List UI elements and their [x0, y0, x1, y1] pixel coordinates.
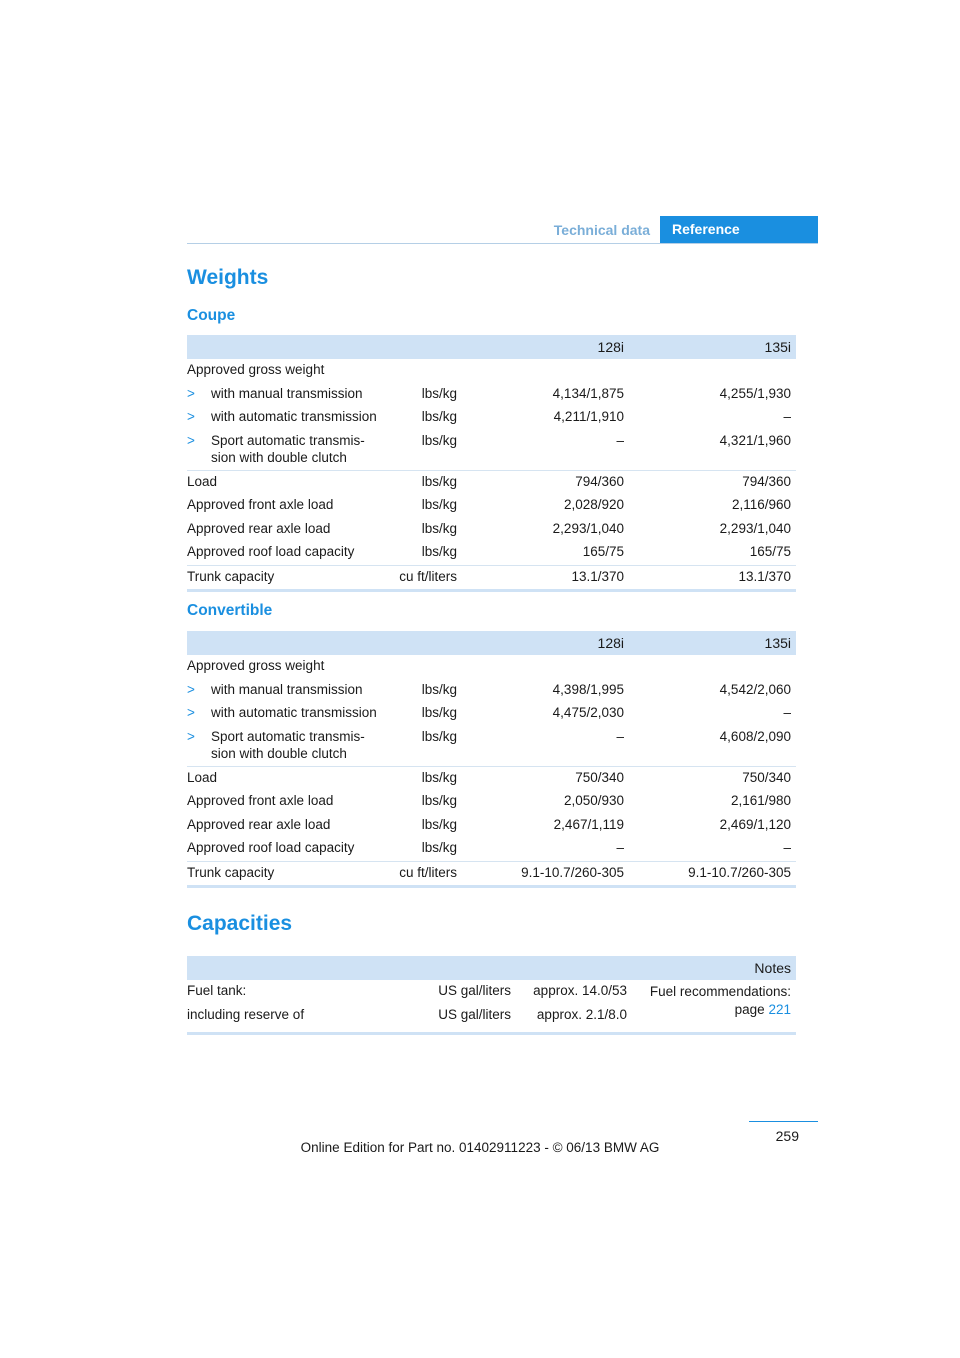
row-unit: US gal/liters [438, 1006, 511, 1022]
row-value-128i: 2,050/930 [563, 793, 624, 808]
table-row [187, 1004, 796, 1028]
row-value-128i: 2,028/920 [563, 497, 624, 512]
page-link[interactable]: 221 [768, 1002, 791, 1017]
table-bottom-rule [187, 885, 796, 888]
table-row [187, 655, 796, 679]
row-unit: lbs/kg [421, 497, 457, 512]
row-label: Sport automatic transmis- [211, 432, 365, 448]
row-value-128i: 4,211/1,910 [553, 409, 624, 424]
table-row [187, 814, 796, 838]
capacities-table [187, 956, 796, 1035]
convertible-weights-table [187, 631, 796, 888]
row-label: including reserve of [187, 1006, 305, 1022]
row-label: Approved front axle load [187, 793, 334, 808]
row-unit: cu ft/liters [399, 864, 457, 880]
row-value-128i: 2,293/1,040 [552, 520, 624, 536]
note-text: Fuel recommendations: [649, 984, 791, 999]
row-label: Approved roof load capacity [187, 544, 355, 559]
row-label: with manual transmission [211, 385, 363, 401]
convertible-title: Convertible [187, 602, 273, 619]
row-unit: lbs/kg [421, 840, 457, 855]
bullet-icon: > [187, 432, 195, 448]
row-unit: lbs/kg [421, 473, 457, 489]
chapter-tab[interactable]: Reference [660, 216, 818, 243]
row-value-135i: 4,321/1,960 [719, 432, 791, 448]
table-row [187, 837, 796, 861]
column-header-128i: 128i [597, 635, 624, 651]
row-value-128i: 4,475/2,030 [552, 705, 624, 720]
note-page-prefix: page [734, 1002, 765, 1017]
row-value-135i: 13.1/370 [738, 568, 791, 584]
row-value-135i: 9.1-10.7/260-305 [688, 864, 791, 880]
weights-title: Weights [187, 266, 269, 289]
row-value-128i: 794/360 [575, 473, 624, 489]
row-label: Trunk capacity [187, 568, 275, 584]
row-unit: lbs/kg [421, 385, 457, 401]
coupe-title: Coupe [187, 307, 236, 324]
row-label: Approved gross weight [187, 658, 325, 673]
table-row [187, 766, 796, 791]
row-unit: lbs/kg [421, 409, 457, 424]
table-row [187, 383, 796, 407]
column-header-128i: 128i [597, 339, 624, 355]
row-value-135i: 750/340 [742, 769, 791, 785]
table-row [187, 726, 796, 766]
table-bottom-rule [187, 1032, 796, 1035]
row-value-135i: 4,608/2,090 [719, 728, 791, 744]
row-label: with manual transmission [211, 681, 363, 697]
bullet-icon: > [187, 705, 195, 720]
row-label: Load [187, 769, 218, 785]
row-label: Trunk capacity [187, 864, 275, 880]
row-label: with automatic transmission [211, 409, 377, 424]
table-row [187, 790, 796, 814]
section-label: Technical data [553, 222, 650, 238]
table-row [187, 679, 796, 703]
row-label-continued: sion with double clutch [211, 449, 347, 465]
table-row [187, 359, 796, 383]
row-value-135i: 2,469/1,120 [719, 816, 791, 832]
row-label: with automatic transmission [211, 705, 377, 720]
bullet-icon: > [187, 409, 195, 424]
row-unit: lbs/kg [421, 681, 457, 697]
row-value-128i: 2,467/1,119 [553, 816, 624, 832]
row-label: Approved gross weight [187, 362, 325, 377]
table-row [187, 470, 796, 495]
table-header [187, 335, 796, 359]
row-unit: cu ft/liters [399, 568, 457, 584]
row-value-128i: 4,134/1,875 [552, 385, 624, 401]
table-row [187, 406, 796, 430]
row-value-128i: – [616, 432, 624, 448]
row-value-135i: 4,255/1,930 [719, 385, 791, 401]
row-unit: lbs/kg [421, 705, 457, 720]
page-number-rule [749, 1121, 818, 1122]
row-value-135i: 165/75 [749, 544, 791, 559]
table-row [187, 518, 796, 542]
table-row [187, 565, 796, 590]
coupe-weights-table [187, 335, 796, 592]
row-value-128i: 750/340 [575, 769, 624, 785]
row-value-128i: 4,398/1,995 [552, 681, 624, 697]
row-value-135i: 2,161/980 [730, 793, 791, 808]
column-header-notes: Notes [754, 960, 791, 976]
table-row [187, 861, 796, 886]
row-value: approx. 14.0/53 [533, 983, 627, 998]
row-value-135i: 2,116/960 [731, 497, 791, 512]
row-unit: lbs/kg [421, 544, 457, 559]
row-label: Sport automatic transmis- [211, 728, 365, 744]
row-value: approx. 2.1/8.0 [536, 1006, 627, 1022]
row-label-continued: sion with double clutch [211, 745, 347, 761]
row-value-135i: – [783, 705, 791, 720]
row-value-135i: 2,293/1,040 [719, 520, 791, 536]
row-unit: lbs/kg [421, 769, 457, 785]
row-label: Approved front axle load [187, 497, 334, 512]
row-value-128i: 13.1/370 [571, 568, 624, 584]
footer-text: Online Edition for Part no. 01402911223 - © 06/13 BMW AG [300, 1140, 660, 1155]
capacities-title: Capacities [187, 912, 293, 935]
bullet-icon: > [187, 728, 195, 744]
row-value-128i: – [616, 840, 624, 855]
row-unit: lbs/kg [421, 432, 457, 448]
row-unit: lbs/kg [421, 728, 457, 744]
row-unit: lbs/kg [421, 816, 457, 832]
row-label: Fuel tank: [187, 983, 247, 998]
row-unit: lbs/kg [421, 520, 457, 536]
table-header [187, 956, 796, 980]
page-header [187, 216, 818, 244]
table-header [187, 631, 796, 655]
row-value-135i: – [783, 840, 791, 855]
bullet-icon: > [187, 681, 195, 697]
table-bottom-rule [187, 589, 796, 592]
row-value-135i: 794/360 [742, 473, 791, 489]
row-label: Approved roof load capacity [187, 840, 355, 855]
table-row [187, 430, 796, 470]
row-label: Approved rear axle load [187, 816, 331, 832]
row-value-135i: 4,542/2,060 [719, 681, 791, 697]
column-header-135i: 135i [764, 635, 791, 651]
row-label: Approved rear axle load [187, 520, 331, 536]
page-number: 259 [775, 1128, 799, 1144]
row-unit: US gal/liters [438, 983, 511, 998]
row-value-128i: 165/75 [582, 544, 624, 559]
bullet-icon: > [187, 385, 195, 401]
row-value-128i: – [616, 728, 624, 744]
row-value-128i: 9.1-10.7/260-305 [521, 864, 624, 880]
row-unit: lbs/kg [421, 793, 457, 808]
row-value-135i: – [783, 409, 791, 424]
row-label: Load [187, 473, 218, 489]
table-row [187, 494, 796, 518]
table-row [187, 541, 796, 565]
table-row [187, 702, 796, 726]
column-header-135i: 135i [764, 339, 791, 355]
